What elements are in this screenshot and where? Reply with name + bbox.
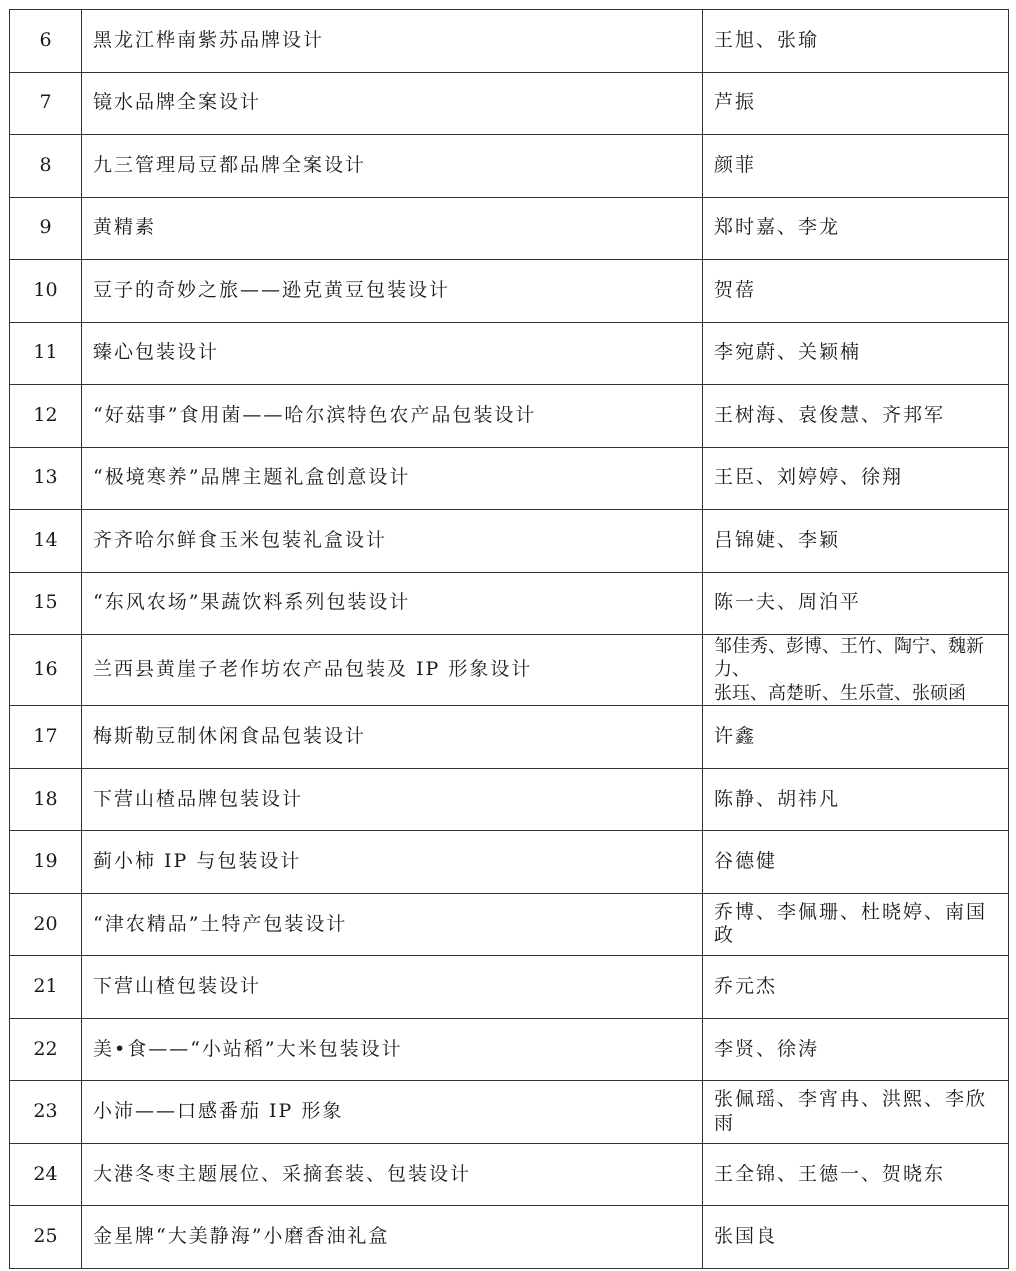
row-number: 23 — [10, 1081, 82, 1144]
table-row — [10, 10, 1009, 73]
project-authors: 王树海、袁俊慧、齐邦军 — [703, 385, 1009, 448]
table-row — [10, 322, 1009, 385]
project-authors: 李宛蔚、关颖楠 — [703, 322, 1009, 385]
row-number: 22 — [10, 1018, 82, 1081]
row-number: 21 — [10, 956, 82, 1019]
row-number: 24 — [10, 1143, 82, 1206]
table-row — [10, 197, 1009, 260]
table-row — [10, 1081, 1009, 1144]
row-number: 19 — [10, 831, 82, 894]
project-authors: 李贤、徐涛 — [703, 1018, 1009, 1081]
project-title: 豆子的奇妙之旅——逊克黄豆包装设计 — [82, 260, 703, 323]
table-row — [10, 510, 1009, 573]
project-title: 下营山楂品牌包装设计 — [82, 768, 703, 831]
row-number: 9 — [10, 197, 82, 260]
table-row — [10, 831, 1009, 894]
project-title: 九三管理局豆都品牌全案设计 — [82, 135, 703, 198]
table-row — [10, 260, 1009, 323]
row-number: 25 — [10, 1206, 82, 1269]
project-title: 下营山楂包装设计 — [82, 956, 703, 1019]
row-number: 18 — [10, 768, 82, 831]
project-authors: 谷德健 — [703, 831, 1009, 894]
row-number: 13 — [10, 447, 82, 510]
row-number: 7 — [10, 72, 82, 135]
row-number: 15 — [10, 572, 82, 635]
table-row — [10, 706, 1009, 769]
project-authors: 张国良 — [703, 1206, 1009, 1269]
project-title: 齐齐哈尔鲜食玉米包装礼盒设计 — [82, 510, 703, 573]
project-title: “津农精品”土特产包装设计 — [82, 893, 703, 956]
table-row — [10, 72, 1009, 135]
row-number: 6 — [10, 10, 82, 73]
row-number: 20 — [10, 893, 82, 956]
project-authors: 郑时嘉、李龙 — [703, 197, 1009, 260]
row-number: 8 — [10, 135, 82, 198]
row-number: 16 — [10, 635, 82, 706]
authors-line-2: 张珏、高楚昕、生乐萱、张硕函 — [714, 682, 966, 704]
table-row — [10, 572, 1009, 635]
row-number: 10 — [10, 260, 82, 323]
project-authors: 贺蓓 — [703, 260, 1009, 323]
project-authors: 颜菲 — [703, 135, 1009, 198]
project-authors: 陈静、胡祎凡 — [703, 768, 1009, 831]
table-row — [10, 1206, 1009, 1269]
project-title: 镜水品牌全案设计 — [82, 72, 703, 135]
table-row — [10, 135, 1009, 198]
row-number: 11 — [10, 322, 82, 385]
project-authors: 乔博、李佩珊、杜晓婷、南国政 — [703, 893, 1009, 956]
project-title: 蓟小柿 IP 与包装设计 — [82, 831, 703, 894]
table-row — [10, 447, 1009, 510]
project-authors — [703, 635, 1009, 706]
project-authors: 张佩瑶、李宵冉、洪熙、李欣雨 — [703, 1081, 1009, 1144]
project-authors: 乔元杰 — [703, 956, 1009, 1019]
project-authors: 许鑫 — [703, 706, 1009, 769]
project-authors: 吕锦婕、李颖 — [703, 510, 1009, 573]
project-authors: 王旭、张瑜 — [703, 10, 1009, 73]
project-authors: 王全锦、王德一、贺晓东 — [703, 1143, 1009, 1206]
table-row — [10, 385, 1009, 448]
table-row — [10, 1018, 1009, 1081]
project-title: 金星牌“大美静海”小磨香油礼盒 — [82, 1206, 703, 1269]
project-title: 臻心包装设计 — [82, 322, 703, 385]
row-number: 12 — [10, 385, 82, 448]
project-title: “东风农场”果蔬饮料系列包装设计 — [82, 572, 703, 635]
project-title: 兰西县黄崖子老作坊农产品包装及 IP 形象设计 — [82, 635, 703, 706]
authors-line-1: 邹佳秀、彭博、王竹、陶宁、魏新力、 — [714, 636, 984, 681]
project-title: 美•食——“小站稻”大米包装设计 — [82, 1018, 703, 1081]
project-title: 小沛——口感番茄 IP 形象 — [82, 1081, 703, 1144]
project-title: 梅斯勒豆制休闲食品包装设计 — [82, 706, 703, 769]
project-title: 黑龙江桦南紫苏品牌设计 — [82, 10, 703, 73]
project-title: “极境寒养”品牌主题礼盒创意设计 — [82, 447, 703, 510]
project-authors: 芦振 — [703, 72, 1009, 135]
table-row — [10, 956, 1009, 1019]
table-row — [10, 893, 1009, 956]
project-title: “好菇事”食用菌——哈尔滨特色农产品包装设计 — [82, 385, 703, 448]
table-row — [10, 635, 1009, 706]
project-authors: 陈一夫、周泊平 — [703, 572, 1009, 635]
table-row — [10, 768, 1009, 831]
project-title: 黄精素 — [82, 197, 703, 260]
row-number: 14 — [10, 510, 82, 573]
row-number: 17 — [10, 706, 82, 769]
project-title: 大港冬枣主题展位、采摘套装、包装设计 — [82, 1143, 703, 1206]
design-list-table-wrapper — [9, 9, 1008, 1269]
design-list-table — [9, 9, 1009, 1269]
table-row — [10, 1143, 1009, 1206]
project-authors: 王臣、刘婷婷、徐翔 — [703, 447, 1009, 510]
